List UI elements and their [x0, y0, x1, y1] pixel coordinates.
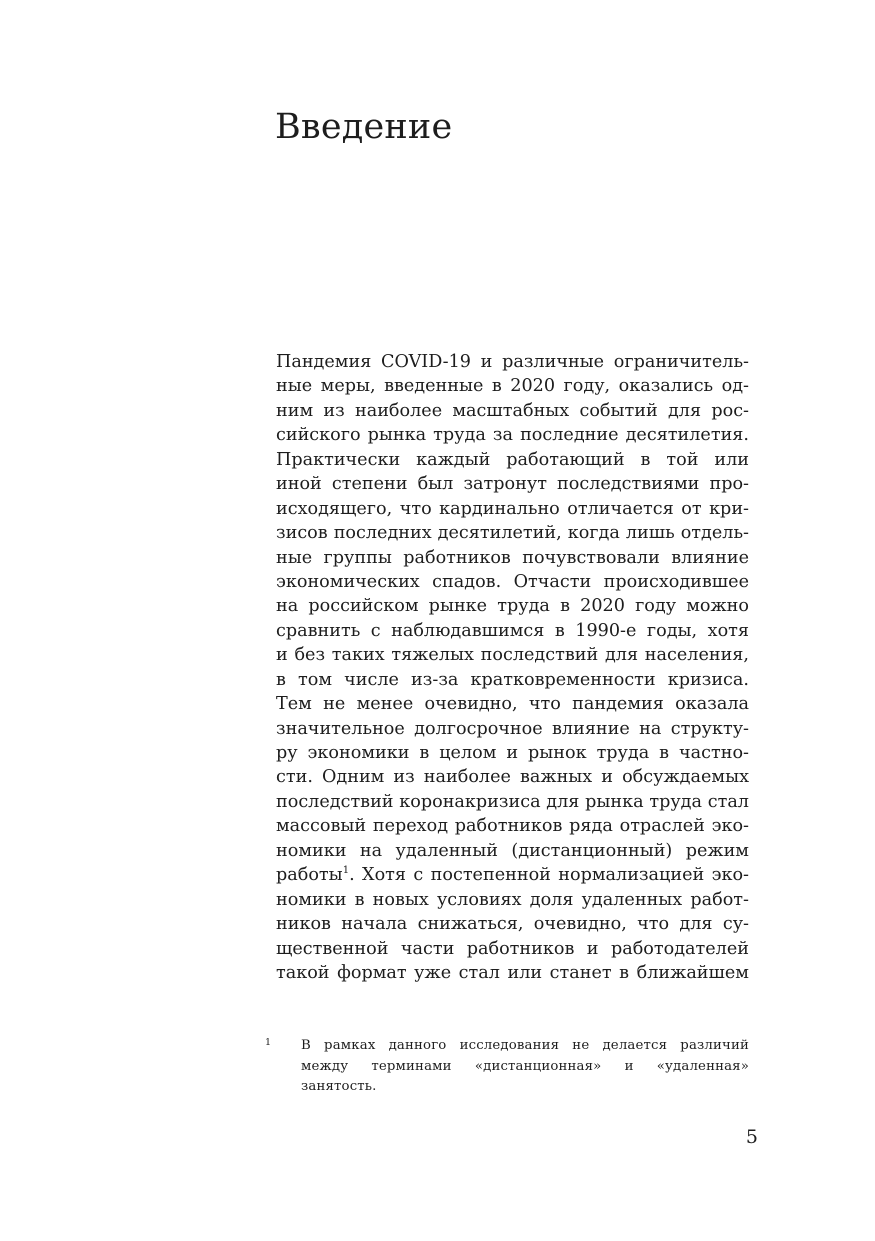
text-line: в том числе из-за кратковременности кризиса.	[276, 669, 749, 690]
page-title: Введение	[275, 107, 453, 147]
page-number: 5	[745, 1126, 758, 1148]
text-line: зисов последних десятилетий, когда лишь отдель-	[276, 523, 749, 544]
text-line: Пандемия COVID-19 и различные ограничитель-	[276, 352, 749, 372]
footnote-reference[interactable]: 1	[342, 865, 350, 877]
text-line: ним из наиболее масштабных событий для рос-	[276, 400, 749, 421]
footnote-line: В рамках данного исследования не делается различий	[301, 1038, 749, 1053]
text-line: номики на удаленный (дистанционный) режим	[276, 840, 749, 861]
text-line: экономических спадов. Отчасти происходившее	[276, 571, 749, 592]
footnote-mark: 1	[265, 1037, 272, 1048]
text-line: последствий коронакризиса для рынка труда стал	[276, 791, 749, 812]
text-line: щественной части работников и работодателей	[276, 938, 749, 959]
text-fragment: . Хотя с постепенной нормализацией эко-	[349, 865, 749, 886]
text-line: массовый переход работников ряда отраслей эко-	[276, 816, 749, 837]
text-line-with-footnote-ref	[276, 863, 749, 887]
text-line: ные меры, введенные в 2020 году, оказались од-	[276, 376, 749, 397]
text-line: ников начала снижаться, очевидно, что для су-	[276, 914, 749, 935]
text-line: сти. Одним из наиболее важных и обсуждаемых	[276, 767, 749, 788]
text-fragment: работы	[276, 865, 343, 886]
text-line: Тем не менее очевидно, что пандемия оказала	[276, 694, 749, 715]
text-line: исходящего, что кардинально отличается от кри-	[276, 498, 749, 519]
text-line: номики в новых условиях доля удаленных работ-	[276, 889, 749, 910]
text-line: и без таких тяжелых последствий для населения,	[276, 645, 749, 666]
footnote-line: между терминами «дистанционная» и «удаленная»	[301, 1058, 749, 1074]
footnote-text	[301, 1036, 749, 1098]
body-paragraph	[276, 350, 749, 985]
text-line: сийского рынка труда за последние десятилетия.	[276, 425, 749, 446]
text-line: значительное долгосрочное влияние на структу-	[276, 718, 749, 739]
footnote-line: занятость.	[301, 1079, 377, 1094]
text-line: на российском рынке труда в 2020 году можно	[276, 596, 749, 617]
text-line: сравнить с наблюдавшимся в 1990-е годы, хотя	[276, 620, 749, 641]
text-line: ру экономики в целом и рынок труда в частно-	[276, 743, 749, 763]
text-line: иной степени был затронут последствиями про-	[276, 474, 749, 495]
text-line: такой формат уже стал или станет в ближайшем	[276, 962, 749, 983]
text-line: Практически каждый работающий в той или	[276, 449, 749, 470]
text-line: ные группы работников почувствовали влияние	[276, 547, 749, 568]
